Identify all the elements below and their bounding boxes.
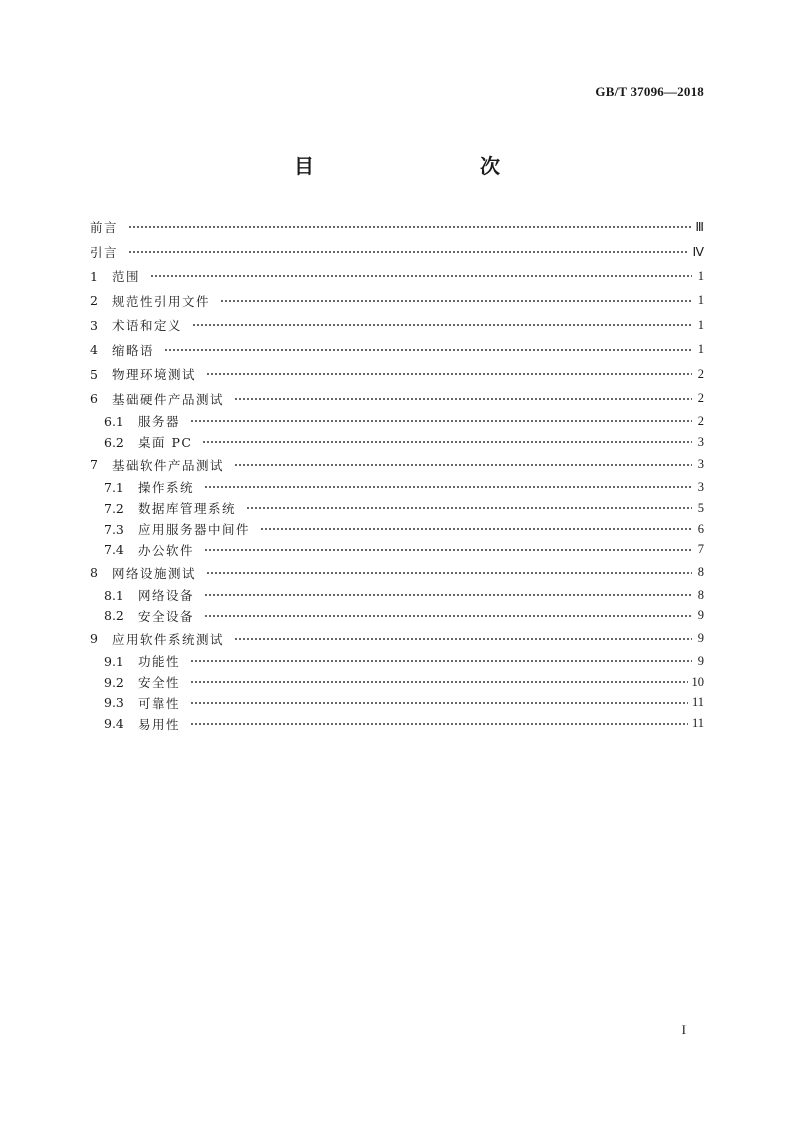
toc-entry-label: 范围	[112, 269, 141, 285]
dot-leader	[128, 226, 691, 228]
toc-entry[interactable]	[90, 539, 704, 560]
dot-leader	[202, 441, 692, 443]
toc-entry-page: 11	[691, 716, 704, 731]
toc-entry[interactable]	[90, 672, 704, 693]
toc-entry-number: 5	[90, 366, 98, 382]
dot-leader	[164, 349, 692, 351]
toc-entry[interactable]	[90, 626, 704, 651]
dot-leader	[190, 420, 692, 422]
dot-leader	[150, 275, 692, 277]
toc-entry-label: 物理环境测试	[112, 367, 197, 383]
toc-entry-label: 可靠性	[138, 695, 181, 711]
toc-entry-page: 9	[697, 653, 704, 668]
toc-entry-number: 8.1	[104, 587, 124, 603]
toc-entry-page: 3	[697, 457, 704, 472]
toc-entry-label: 术语和定义	[112, 318, 183, 334]
toc-entry-number: 6.1	[104, 413, 124, 429]
toc-entry[interactable]	[90, 313, 704, 338]
page-number: I	[681, 1022, 686, 1037]
dot-leader	[204, 486, 692, 488]
toc-entry-page: 5	[697, 500, 704, 515]
toc-entry-label: 应用服务器中间件	[138, 522, 251, 538]
dot-leader	[204, 615, 692, 617]
toc-entry-label: 基础软件产品测试	[112, 457, 225, 473]
toc-entry-label: 缩略语	[112, 342, 155, 358]
toc-entry-label: 操作系统	[138, 480, 195, 496]
toc-entry-page: 1	[697, 293, 704, 308]
table-of-contents	[90, 215, 704, 734]
toc-entry-label: 易用性	[138, 716, 181, 732]
toc-entry-number: 6	[90, 391, 98, 407]
toc-entry-number: 4	[90, 342, 98, 358]
toc-entry[interactable]	[90, 338, 704, 363]
dot-leader	[190, 660, 692, 662]
toc-entry-page: 2	[697, 391, 704, 406]
toc-entry[interactable]	[90, 498, 704, 519]
toc-entry-page: 9	[697, 608, 704, 623]
toc-entry-number: 8	[90, 565, 98, 581]
dot-leader	[190, 702, 688, 704]
toc-entry-number: 7.1	[104, 479, 124, 495]
toc-entry-number: 7.3	[104, 521, 124, 537]
toc-entry[interactable]	[90, 411, 704, 432]
toc-entry-number: 7.4	[104, 542, 124, 558]
dot-leader	[128, 251, 688, 253]
toc-entry-page: 2	[697, 413, 704, 428]
toc-entry-label: 安全性	[138, 675, 181, 691]
toc-entry-number: 9.3	[104, 695, 124, 711]
toc-entry-page: 10	[691, 674, 704, 689]
toc-entry-label: 规范性引用文件	[112, 293, 211, 309]
dot-leader	[260, 528, 692, 530]
dot-leader	[234, 398, 692, 400]
toc-entry[interactable]	[90, 477, 704, 498]
toc-entry-label: 网络设施测试	[112, 565, 197, 581]
toc-entry-page: Ⅳ	[692, 244, 704, 259]
toc-entry-page: 3	[697, 479, 704, 494]
toc-entry[interactable]	[90, 240, 704, 265]
toc-entry[interactable]	[90, 432, 704, 453]
toc-entry-page: 8	[697, 565, 704, 580]
toc-entry-page: Ⅲ	[695, 220, 704, 235]
toc-entry-number: 2	[90, 293, 98, 309]
dot-leader	[204, 549, 692, 551]
toc-entry[interactable]	[90, 362, 704, 387]
toc-entry[interactable]	[90, 387, 704, 412]
toc-entry-number: 9	[90, 631, 98, 647]
toc-entry-label: 引言	[90, 244, 119, 260]
dot-leader	[234, 638, 692, 640]
toc-entry-number: 8.2	[104, 608, 124, 624]
toc-entry-page: 11	[691, 695, 704, 710]
toc-entry-page: 2	[697, 366, 704, 381]
toc-entry[interactable]	[90, 264, 704, 289]
toc-entry-label: 网络设备	[138, 588, 195, 604]
toc-entry[interactable]	[90, 215, 704, 240]
toc-entry-number: 9.2	[104, 674, 124, 690]
toc-entry-label: 安全设备	[138, 608, 195, 624]
dot-leader	[190, 681, 687, 683]
dot-leader	[190, 723, 688, 725]
toc-entry-number: 6.2	[104, 434, 124, 450]
toc-entry[interactable]	[90, 692, 704, 713]
toc-entry-number: 1	[90, 268, 98, 284]
toc-entry-label: 前言	[90, 220, 119, 236]
toc-entry-number: 7.2	[104, 500, 124, 516]
dot-leader	[206, 373, 692, 375]
dot-leader	[220, 300, 692, 302]
toc-entry-page: 7	[697, 542, 704, 557]
dot-leader	[204, 594, 692, 596]
toc-entry-label: 功能性	[138, 654, 181, 670]
toc-entry-page: 3	[697, 434, 704, 449]
toc-entry[interactable]	[90, 519, 704, 540]
dot-leader	[246, 507, 692, 509]
toc-entry-label: 办公软件	[138, 542, 195, 558]
toc-entry[interactable]	[90, 453, 704, 478]
toc-entry-label: 服务器	[138, 414, 181, 430]
toc-entry-page: 8	[697, 587, 704, 602]
toc-entry-page: 9	[697, 631, 704, 646]
toc-entry[interactable]	[90, 560, 704, 585]
toc-entry-label: 应用软件系统测试	[112, 631, 225, 647]
standard-code: GB/T 37096—2018	[595, 84, 704, 99]
toc-entry-number: 9.1	[104, 653, 124, 669]
toc-entry-number: 7	[90, 457, 98, 473]
toc-entry-label: 数据库管理系统	[138, 501, 237, 517]
toc-entry-label: 桌面 PC	[138, 435, 193, 451]
toc-entry-page: 1	[697, 342, 704, 357]
dot-leader	[206, 572, 692, 574]
dot-leader	[192, 324, 692, 326]
toc-entry[interactable]	[90, 713, 704, 734]
toc-entry-page: 6	[697, 521, 704, 536]
page-title: 目 次	[294, 154, 542, 178]
toc-entry-page: 1	[697, 268, 704, 283]
toc-entry[interactable]	[90, 585, 704, 606]
toc-entry[interactable]	[90, 651, 704, 672]
dot-leader	[234, 464, 692, 466]
toc-entry-page: 1	[697, 317, 704, 332]
toc-entry[interactable]	[90, 289, 704, 314]
toc-entry-label: 基础硬件产品测试	[112, 391, 225, 407]
toc-entry-number: 9.4	[104, 716, 124, 732]
toc-entry-number: 3	[90, 317, 98, 333]
toc-entry[interactable]	[90, 606, 704, 627]
